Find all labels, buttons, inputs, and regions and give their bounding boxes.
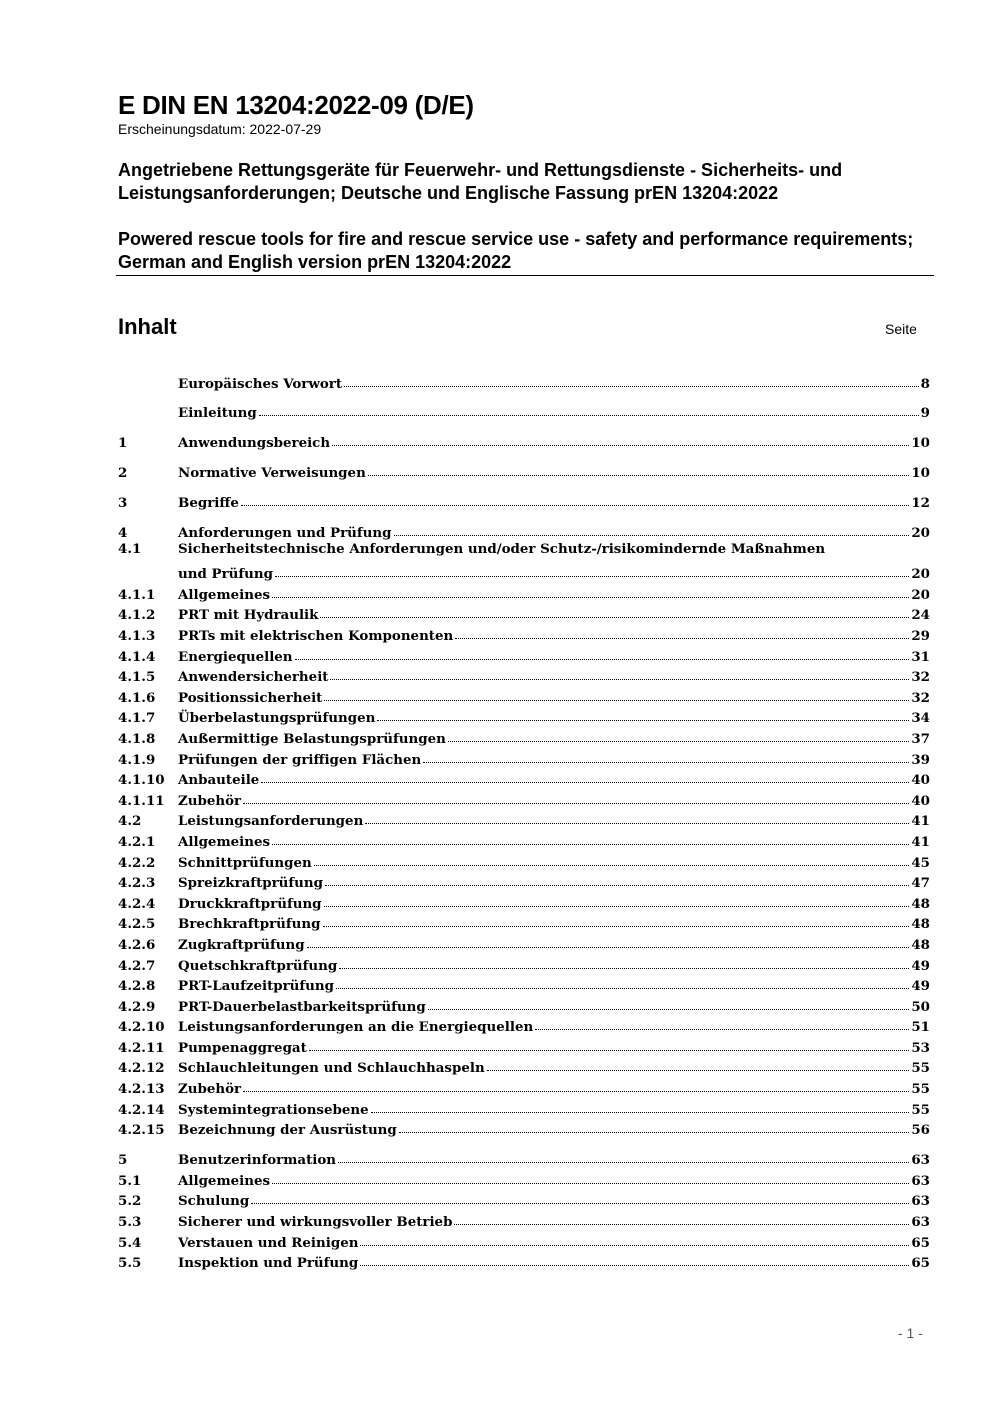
toc-entry-number: 5.3 [118,1213,142,1230]
toc-leader-dots [377,720,909,721]
toc-entry[interactable] [118,491,930,512]
toc-entry-title: Verstauen und Reinigen [178,1234,359,1251]
toc-leader-dots [324,700,909,701]
toc-entry-page: 63 [911,1172,930,1189]
toc-entry[interactable] [118,768,930,789]
table-of-contents [118,371,930,1271]
toc-entry[interactable] [118,1056,930,1077]
toc-entry-number: 4.1.1 [118,586,156,603]
toc-entry-number: 5 [118,1152,128,1169]
toc-entry-page: 37 [911,730,930,747]
toc-entry[interactable] [118,401,930,422]
toc-entry-number: 4.2.5 [118,916,156,933]
toc-leader-dots [309,1050,910,1051]
toc-entry-title: Sicherheitstechnische Anforderungen und/oder Schutz-/risikomindernde Maßnahmen [178,541,826,558]
toc-leader-dots [241,505,910,506]
toc-page-label: Seite [885,321,917,337]
toc-leader-dots [261,782,909,783]
toc-leader-dots [371,1112,910,1113]
toc-entry-page: 63 [911,1213,930,1230]
toc-entry-number: 4.1.8 [118,730,156,747]
toc-entry-title: Bezeichnung der Ausrüstung [178,1122,397,1139]
toc-entry-page: 50 [911,998,930,1015]
toc-leader-dots [448,741,910,742]
toc-entry[interactable] [118,685,930,706]
toc-entry-page: 32 [911,689,930,706]
toc-entry[interactable] [118,747,930,768]
toc-entry-number: 4.2.1 [118,833,156,850]
toc-entry-page: 29 [911,628,930,645]
toc-entry[interactable] [118,974,930,995]
toc-leader-dots [332,445,909,446]
toc-leader-dots [243,1091,909,1092]
toc-leader-dots [455,638,909,639]
toc-entry[interactable] [118,850,930,871]
toc-entry-number: 4.2.10 [118,1019,165,1036]
toc-entry-page: 24 [911,607,930,624]
toc-entry[interactable] [118,623,930,644]
toc-leader-dots [344,386,919,387]
toc-entry[interactable] [118,1168,930,1189]
toc-entry-title: Energiequellen [178,648,293,665]
toc-entry-page: 49 [911,978,930,995]
title-german: Angetriebene Rettungsgeräte für Feuerwehr- und Rettungsdienste - Sicherheits- und Leistungsanforderungen; Deutsche und Englische Fassung prEN 13204:2022 [118,160,843,203]
toc-entry-page: 40 [911,772,930,789]
toc-entry[interactable] [118,541,930,582]
toc-entry[interactable] [118,994,930,1015]
toc-entry-title: Anforderungen und Prüfung [178,525,392,542]
toc-entry-page: 47 [911,875,930,892]
toc-entry-title: Inspektion und Prüfung [178,1255,359,1272]
toc-entry-page: 63 [911,1193,930,1210]
toc-leader-dots [325,885,909,886]
toc-entry[interactable] [118,582,930,603]
toc-entry-page: 53 [911,1039,930,1056]
toc-entry-title: Anwendungsbereich [178,435,331,452]
toc-leader-dots [272,844,909,845]
toc-entry-number: 4.1.4 [118,648,156,665]
toc-entry-number: 4.2.12 [118,1060,165,1077]
toc-leader-dots [314,865,910,866]
toc-entry[interactable] [118,603,930,624]
toc-entry[interactable] [118,371,930,392]
toc-entry-number: 4.1.10 [118,772,165,789]
toc-entry-title: Zugkraftprüfung [178,936,305,953]
toc-entry-number: 4.1.9 [118,751,156,768]
toc-entry[interactable] [118,1035,930,1056]
toc-leader-dots [487,1070,910,1071]
toc-entry-page: 32 [911,669,930,686]
toc-leader-dots [295,659,910,660]
toc-leader-dots [336,988,909,989]
publication-date: Erscheinungsdatum: 2022-07-29 [118,121,322,137]
toc-entry-title: Positionssicherheit [178,689,323,706]
toc-entry-page: 12 [911,495,930,512]
toc-entry-page: 20 [911,586,930,603]
toc-entry-number: 4 [118,525,128,542]
toc-entry[interactable] [118,461,930,482]
toc-entry[interactable] [118,706,930,727]
toc-entry-page: 41 [911,813,930,830]
toc-entry-page: 55 [911,1060,930,1077]
toc-entry-number: 4.1.5 [118,669,156,686]
toc-leader-dots [360,1265,909,1266]
toc-entry-number: 4.1 [118,541,142,558]
document-id: E DIN EN 13204:2022-09 (D/E) [118,90,474,120]
toc-entry[interactable] [118,953,930,974]
toc-leader-dots [330,679,909,680]
title-divider [116,275,934,276]
toc-entry[interactable] [118,912,930,933]
toc-entry-page: 55 [911,1101,930,1118]
toc-entry-page: 65 [911,1255,930,1272]
toc-entry-title: Anwendersicherheit [178,669,329,686]
toc-entry-number: 4.2.14 [118,1101,165,1118]
toc-entry-title: Europäisches Vorwort [178,375,343,392]
toc-entry-number: 4.2.6 [118,936,156,953]
toc-entry-page: 63 [911,1152,930,1169]
toc-entry[interactable] [118,829,930,850]
toc-entry-title: Schulung [178,1193,250,1210]
toc-entry[interactable] [118,1097,930,1118]
toc-entry-page: 20 [911,525,930,542]
toc-entry-title: PRT mit Hydraulik [178,607,319,624]
toc-entry[interactable] [118,891,930,912]
toc-entry-title: PRTs mit elektrischen Komponenten [178,628,454,645]
toc-entry-title: PRT-Dauerbelastbarkeitsprüfung [178,998,426,1015]
toc-entry-number: 4.1.7 [118,710,156,727]
toc-entry-title: Schlauchleitungen und Schlauchhaspeln [178,1060,485,1077]
toc-entry-number: 4.1.2 [118,607,156,624]
toc-entry-page: 9 [920,405,930,422]
toc-leader-dots [243,803,909,804]
toc-leader-dots [365,823,909,824]
toc-entry-page: 49 [911,957,930,974]
toc-entry[interactable] [118,1209,930,1230]
toc-leader-dots [339,968,909,969]
toc-entry-page: 8 [920,375,930,392]
toc-entry-page: 41 [911,833,930,850]
toc-entry-number: 4.2.2 [118,854,156,871]
toc-entry[interactable] [118,788,930,809]
toc-entry[interactable] [118,1230,930,1251]
toc-entry-number: 4.2.9 [118,998,156,1015]
toc-entry-title: Quetschkraftprüfung [178,957,338,974]
toc-entry-title: Überbelastungsprüfungen [178,710,376,727]
toc-entry[interactable] [118,1189,930,1210]
toc-entry-number: 4.2 [118,813,142,830]
toc-entry[interactable] [118,644,930,665]
toc-leader-dots [368,475,910,476]
toc-entry-page: 48 [911,916,930,933]
toc-entry-number: 4.2.4 [118,895,156,912]
toc-entry-title: Benutzerinformation [178,1152,337,1169]
toc-leader-dots [423,762,909,763]
toc-entry-page: 20 [911,566,930,583]
toc-entry-title: Druckkraftprüfung [178,895,322,912]
toc-entry-title: Anbauteile [178,772,260,789]
toc-entry-number: 4.2.8 [118,978,156,995]
toc-entry-page: 48 [911,936,930,953]
toc-entry-page: 40 [911,792,930,809]
toc-entry-title: Allgemeines [178,833,271,850]
toc-leader-dots [454,1224,909,1225]
toc-entry-page: 56 [911,1122,930,1139]
toc-entry-title-continued: und Prüfung [178,566,273,583]
toc-entry-title: Leistungsanforderungen [178,813,364,830]
toc-entry-page: 51 [911,1019,930,1036]
toc-entry-number: 4.2.3 [118,875,156,892]
toc-leader-dots [428,1009,910,1010]
toc-entry-number: 4.2.13 [118,1081,165,1098]
toc-entry-number: 1 [118,435,128,452]
toc-leader-dots [259,415,919,416]
toc-entry-title: Sicherer und wirkungsvoller Betrieb [178,1213,453,1230]
toc-entry-title: PRT-Laufzeitprüfung [178,978,334,995]
toc-entry-title: Normative Verweisungen [178,465,366,482]
toc-entry-page: 31 [911,648,930,665]
toc-entry-title: Brechkraftprüfung [178,916,321,933]
toc-entry-page: 39 [911,751,930,768]
toc-leader-dots [324,906,910,907]
toc-entry-page: 48 [911,895,930,912]
toc-entry[interactable] [118,1015,930,1036]
page-number: - 1 - [898,1325,923,1341]
toc-entry-number: 5.2 [118,1193,142,1210]
toc-entry-title: Leistungsanforderungen an die Energiequellen [178,1019,534,1036]
toc-entry[interactable] [118,1076,930,1097]
toc-entry-number: 4.1.3 [118,628,156,645]
toc-entry-number: 5.4 [118,1234,142,1251]
toc-entry-number: 4.2.7 [118,957,156,974]
toc-entry[interactable] [118,1148,930,1169]
toc-entry-page: 34 [911,710,930,727]
toc-leader-dots [275,576,909,577]
toc-entry-title: Schnittprüfungen [178,854,312,871]
toc-heading: Inhalt [118,314,177,339]
toc-entry-number: 5.1 [118,1172,142,1189]
toc-entry-title: Einleitung [178,405,257,422]
toc-entry-page: 10 [911,465,930,482]
toc-entry-title: Pumpenaggregat [178,1039,307,1056]
toc-entry-number: 5.5 [118,1255,142,1272]
toc-entry-title: Zubehör [178,792,242,809]
toc-leader-dots [272,597,909,598]
toc-entry[interactable] [118,665,930,686]
toc-entry-number: 4.2.15 [118,1122,165,1139]
toc-leader-dots [399,1132,910,1133]
toc-entry[interactable] [118,726,930,747]
toc-leader-dots [307,947,910,948]
toc-entry-page: 55 [911,1081,930,1098]
title-english: Powered rescue tools for fire and rescue service use - safety and performance requirements; German and English version prEN 13204:2022 [118,229,914,272]
toc-entry-page: 10 [911,435,930,452]
toc-entry-title: Allgemeines [178,586,271,603]
toc-entry[interactable] [118,1251,930,1272]
toc-leader-dots [535,1029,909,1030]
toc-leader-dots [272,1183,909,1184]
toc-entry-title: Begriffe [178,495,239,512]
toc-entry-number: 2 [118,465,128,482]
toc-entry[interactable] [118,932,930,953]
toc-entry-title: Prüfungen der griffigen Flächen [178,751,422,768]
toc-entry-title: Zubehör [178,1081,242,1098]
toc-entry-title: Systemintegrationsebene [178,1101,369,1118]
toc-leader-dots [320,617,909,618]
toc-entry-title: Allgemeines [178,1172,271,1189]
toc-entry[interactable] [118,431,930,452]
toc-entry[interactable] [118,809,930,830]
toc-entry-number: 4.1.11 [118,792,165,809]
toc-entry[interactable] [118,871,930,892]
toc-leader-dots [394,535,910,536]
toc-entry[interactable] [118,1118,930,1139]
toc-entry-number: 3 [118,495,128,512]
toc-entry-title: Außermittige Belastungsprüfungen [178,730,446,747]
toc-leader-dots [323,926,910,927]
toc-leader-dots [251,1203,909,1204]
toc-entry[interactable] [118,520,930,541]
toc-entry-page: 45 [911,854,930,871]
toc-entry-number: 4.2.11 [118,1039,165,1056]
toc-leader-dots [338,1162,909,1163]
toc-entry-page: 65 [911,1234,930,1251]
toc-entry-number: 4.1.6 [118,689,156,706]
toc-leader-dots [360,1245,909,1246]
toc-entry-title: Spreizkraftprüfung [178,875,324,892]
